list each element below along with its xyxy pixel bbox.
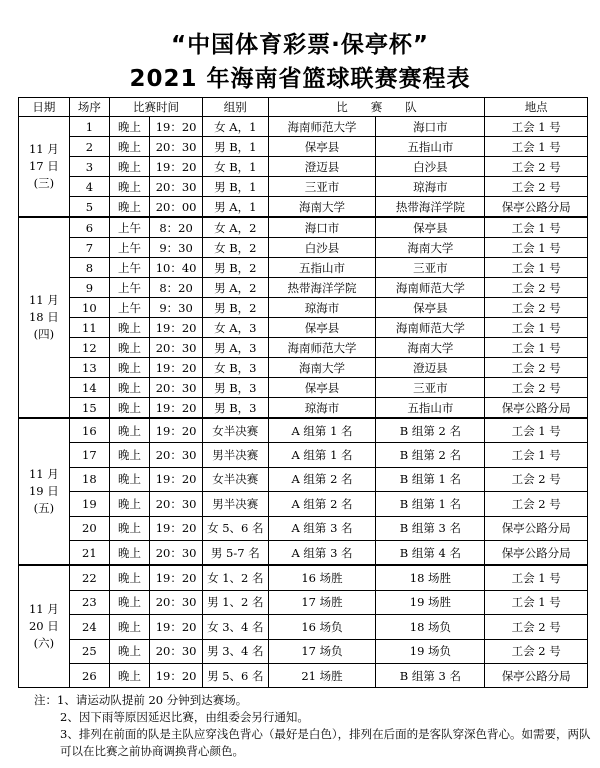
day-date-cell xyxy=(19,565,70,687)
table-row xyxy=(19,590,588,614)
session-cell: 晚上 xyxy=(109,663,149,687)
header-teams: 比 赛 队 xyxy=(268,98,485,117)
table-row xyxy=(19,663,588,687)
venue-cell: 工会 1 号 xyxy=(485,217,588,238)
date-line: 11 月 xyxy=(28,293,59,307)
home-team-cell: 海南大学 xyxy=(268,358,376,378)
session-cell: 晚上 xyxy=(109,358,149,378)
group-cell: 男 5、6 名 xyxy=(203,663,269,687)
away-team-cell: 海口市 xyxy=(376,117,485,137)
home-team-cell: A 组第 3 名 xyxy=(268,516,376,540)
group-cell: 男 B，3 xyxy=(203,378,269,398)
note-3: 3、排列在前面的队是主队应穿浅色背心（最好是白色），排列在后面的是客队穿深色背心。如需要，两队可以在比赛之前协商调换背心颜色。 xyxy=(60,727,591,758)
venue-cell: 工会 2 号 xyxy=(485,492,588,516)
venue-cell: 工会 2 号 xyxy=(485,639,588,663)
match-number-cell: 6 xyxy=(69,217,109,238)
start-time-cell: 19：20 xyxy=(150,117,203,137)
title-line-2: 2021 年海南省篮球联赛赛程表 xyxy=(129,66,471,92)
session-cell: 晚上 xyxy=(109,378,149,398)
schedule-body xyxy=(19,117,588,688)
start-time-cell: 10：40 xyxy=(150,258,203,278)
group-cell: 女 A，1 xyxy=(203,117,269,137)
group-cell: 女 5、6 名 xyxy=(203,516,269,540)
title-line-1: “中国体育彩票·保亭杯” xyxy=(171,32,429,58)
day-date-cell xyxy=(19,418,70,565)
date-line: (六) xyxy=(33,636,55,651)
table-row xyxy=(19,338,588,358)
group-cell: 男 A，2 xyxy=(203,278,269,298)
start-time-cell: 19：20 xyxy=(150,358,203,378)
group-cell: 女 B，2 xyxy=(203,238,269,258)
group-cell: 女 B，1 xyxy=(203,157,269,177)
session-cell: 晚上 xyxy=(109,398,149,419)
home-team-cell: 16 场负 xyxy=(268,615,376,639)
table-row xyxy=(19,197,588,218)
away-team-cell: 海南大学 xyxy=(376,238,485,258)
away-team-cell: 五指山市 xyxy=(376,398,485,419)
start-time-cell: 19：20 xyxy=(150,516,203,540)
start-time-cell: 19：20 xyxy=(150,565,203,590)
away-team-cell: 白沙县 xyxy=(376,157,485,177)
table-row xyxy=(19,318,588,338)
away-team-cell: 热带海洋学院 xyxy=(376,197,485,218)
home-team-cell: 保亭县 xyxy=(268,318,376,338)
session-cell: 上午 xyxy=(109,258,149,278)
away-team-cell: 海南大学 xyxy=(376,338,485,358)
table-row xyxy=(19,615,588,639)
start-time-cell: 8：20 xyxy=(150,217,203,238)
start-time-cell: 19：20 xyxy=(150,398,203,419)
venue-cell: 保亭公路分局 xyxy=(485,516,588,540)
venue-cell: 保亭公路分局 xyxy=(485,540,588,565)
away-team-cell: B 组第 4 名 xyxy=(376,540,485,565)
date-line: 11 月 xyxy=(28,602,59,617)
venue-cell: 工会 2 号 xyxy=(485,157,588,177)
venue-cell: 工会 1 号 xyxy=(485,137,588,157)
session-cell: 晚上 xyxy=(109,157,149,177)
home-team-cell: 海南大学 xyxy=(268,197,376,218)
match-number-cell: 24 xyxy=(69,615,109,639)
header-seq: 场序 xyxy=(69,98,109,117)
match-number-cell: 22 xyxy=(69,565,109,590)
home-team-cell: 白沙县 xyxy=(268,238,376,258)
home-team-cell: 保亭县 xyxy=(268,137,376,157)
venue-cell: 工会 2 号 xyxy=(485,278,588,298)
table-row xyxy=(19,565,588,590)
away-team-cell: 海南师范大学 xyxy=(376,278,485,298)
group-cell: 男 3、4 名 xyxy=(203,639,269,663)
match-number-cell: 10 xyxy=(69,298,109,318)
start-time-cell: 19：20 xyxy=(150,663,203,687)
table-row xyxy=(19,177,588,197)
home-team-cell: 热带海洋学院 xyxy=(268,278,376,298)
start-time-cell: 19：20 xyxy=(150,318,203,338)
schedule-table xyxy=(18,97,588,688)
table-row xyxy=(19,443,588,467)
start-time-cell: 8：20 xyxy=(150,278,203,298)
group-cell: 女 3、4 名 xyxy=(203,615,269,639)
home-team-cell: 17 场负 xyxy=(268,639,376,663)
group-cell: 男 B，1 xyxy=(203,137,269,157)
home-team-cell: 琼海市 xyxy=(268,298,376,318)
match-number-cell: 18 xyxy=(69,467,109,491)
date-line: 18 日 xyxy=(28,310,59,324)
start-time-cell: 20：00 xyxy=(150,197,203,218)
away-team-cell: B 组第 3 名 xyxy=(376,516,485,540)
venue-cell: 工会 1 号 xyxy=(485,258,588,278)
start-time-cell: 20：30 xyxy=(150,177,203,197)
away-team-cell: B 组第 1 名 xyxy=(376,492,485,516)
venue-cell: 工会 1 号 xyxy=(485,590,588,614)
venue-cell: 工会 2 号 xyxy=(485,467,588,491)
venue-cell: 工会 2 号 xyxy=(485,378,588,398)
match-number-cell: 14 xyxy=(69,378,109,398)
venue-cell: 保亭公路分局 xyxy=(485,197,588,218)
away-team-cell: 19 场胜 xyxy=(376,590,485,614)
match-number-cell: 19 xyxy=(69,492,109,516)
venue-cell: 工会 1 号 xyxy=(485,565,588,590)
venue-cell: 工会 2 号 xyxy=(485,177,588,197)
match-number-cell: 3 xyxy=(69,157,109,177)
start-time-cell: 20：30 xyxy=(150,338,203,358)
home-team-cell: 澄迈县 xyxy=(268,157,376,177)
table-row xyxy=(19,238,588,258)
start-time-cell: 20：30 xyxy=(150,590,203,614)
session-cell: 晚上 xyxy=(109,338,149,358)
away-team-cell: 澄迈县 xyxy=(376,358,485,378)
group-cell: 男半决赛 xyxy=(203,492,269,516)
session-cell: 上午 xyxy=(109,298,149,318)
away-team-cell: 五指山市 xyxy=(376,137,485,157)
date-line: 20 日 xyxy=(28,619,59,634)
session-cell: 晚上 xyxy=(109,418,149,443)
venue-cell: 工会 1 号 xyxy=(485,338,588,358)
session-cell: 晚上 xyxy=(109,117,149,137)
match-number-cell: 20 xyxy=(69,516,109,540)
table-row xyxy=(19,639,588,663)
table-row xyxy=(19,467,588,491)
session-cell: 晚上 xyxy=(109,177,149,197)
group-cell: 女 1、2 名 xyxy=(203,565,269,590)
table-row xyxy=(19,378,588,398)
group-cell: 女 B，3 xyxy=(203,358,269,378)
date-line: (五) xyxy=(33,501,55,516)
table-row xyxy=(19,358,588,378)
away-team-cell: B 组第 2 名 xyxy=(376,418,485,443)
away-team-cell: B 组第 3 名 xyxy=(376,663,485,687)
match-number-cell: 25 xyxy=(69,639,109,663)
group-cell: 男 5-7 名 xyxy=(203,540,269,565)
session-cell: 晚上 xyxy=(109,590,149,614)
table-row xyxy=(19,540,588,565)
start-time-cell: 20：30 xyxy=(150,540,203,565)
session-cell: 晚上 xyxy=(109,467,149,491)
session-cell: 晚上 xyxy=(109,516,149,540)
match-number-cell: 16 xyxy=(69,418,109,443)
table-row xyxy=(19,137,588,157)
date-line: (三) xyxy=(33,176,55,190)
match-number-cell: 8 xyxy=(69,258,109,278)
home-team-cell: A 组第 3 名 xyxy=(268,540,376,565)
group-cell: 男半决赛 xyxy=(203,443,269,467)
away-team-cell: 海南师范大学 xyxy=(376,318,485,338)
table-row xyxy=(19,217,588,238)
header-time: 比赛时间 xyxy=(109,98,202,117)
home-team-cell: 琼海市 xyxy=(268,398,376,419)
session-cell: 晚上 xyxy=(109,137,149,157)
venue-cell: 工会 2 号 xyxy=(485,615,588,639)
home-team-cell: 17 场胜 xyxy=(268,590,376,614)
home-team-cell: 海南师范大学 xyxy=(268,117,376,137)
away-team-cell: 琼海市 xyxy=(376,177,485,197)
start-time-cell: 20：30 xyxy=(150,378,203,398)
home-team-cell: 海口市 xyxy=(268,217,376,238)
group-cell: 女半决赛 xyxy=(203,418,269,443)
group-cell: 男 B，2 xyxy=(203,258,269,278)
match-number-cell: 11 xyxy=(69,318,109,338)
away-team-cell: 三亚市 xyxy=(376,258,485,278)
day-date-cell xyxy=(19,117,70,218)
table-row xyxy=(19,298,588,318)
away-team-cell: 保亭县 xyxy=(376,217,485,238)
venue-cell: 工会 2 号 xyxy=(485,298,588,318)
match-number-cell: 1 xyxy=(69,117,109,137)
start-time-cell: 20：30 xyxy=(150,443,203,467)
group-cell: 男 B，3 xyxy=(203,398,269,419)
group-cell: 女 A，2 xyxy=(203,217,269,238)
note-1: 注：1、请运动队提前 20 分钟到达赛场。 xyxy=(34,693,248,707)
table-row xyxy=(19,516,588,540)
group-cell: 女 A，3 xyxy=(203,318,269,338)
session-cell: 晚上 xyxy=(109,492,149,516)
venue-cell: 保亭公路分局 xyxy=(485,663,588,687)
session-cell: 晚上 xyxy=(109,639,149,663)
home-team-cell: A 组第 2 名 xyxy=(268,492,376,516)
home-team-cell: 16 场胜 xyxy=(268,565,376,590)
match-number-cell: 23 xyxy=(69,590,109,614)
group-cell: 男 B，2 xyxy=(203,298,269,318)
session-cell: 上午 xyxy=(109,238,149,258)
date-line: 11 月 xyxy=(28,467,59,482)
venue-cell: 保亭公路分局 xyxy=(485,398,588,419)
home-team-cell: A 组第 1 名 xyxy=(268,443,376,467)
table-row xyxy=(19,117,588,137)
note-2: 2、因下雨等原因延迟比赛，由组委会另行通知。 xyxy=(60,710,309,724)
start-time-cell: 19：20 xyxy=(150,467,203,491)
venue-cell: 工会 1 号 xyxy=(485,318,588,338)
header-date: 日期 xyxy=(19,98,70,117)
match-number-cell: 26 xyxy=(69,663,109,687)
table-row xyxy=(19,157,588,177)
venue-cell: 工会 1 号 xyxy=(485,418,588,443)
group-cell: 男 B，1 xyxy=(203,177,269,197)
header-venue: 地点 xyxy=(485,98,588,117)
session-cell: 晚上 xyxy=(109,197,149,218)
match-number-cell: 5 xyxy=(69,197,109,218)
home-team-cell: 21 场胜 xyxy=(268,663,376,687)
match-number-cell: 13 xyxy=(69,358,109,378)
match-number-cell: 2 xyxy=(69,137,109,157)
start-time-cell: 20：30 xyxy=(150,639,203,663)
date-line: 17 日 xyxy=(28,159,59,173)
match-number-cell: 17 xyxy=(69,443,109,467)
match-number-cell: 7 xyxy=(69,238,109,258)
table-row xyxy=(19,258,588,278)
table-row xyxy=(19,398,588,419)
session-cell: 上午 xyxy=(109,217,149,238)
start-time-cell: 9：30 xyxy=(150,238,203,258)
match-number-cell: 12 xyxy=(69,338,109,358)
home-team-cell: 海南师范大学 xyxy=(268,338,376,358)
date-line: 11 月 xyxy=(28,142,59,156)
match-number-cell: 21 xyxy=(69,540,109,565)
table-row xyxy=(19,492,588,516)
notes-section xyxy=(34,692,594,760)
start-time-cell: 19：20 xyxy=(150,157,203,177)
home-team-cell: 保亭县 xyxy=(268,378,376,398)
session-cell: 晚上 xyxy=(109,318,149,338)
start-time-cell: 9：30 xyxy=(150,298,203,318)
table-row xyxy=(19,418,588,443)
match-number-cell: 9 xyxy=(69,278,109,298)
table-header-row xyxy=(19,98,588,117)
day-date-cell xyxy=(19,217,70,418)
start-time-cell: 20：30 xyxy=(150,137,203,157)
home-team-cell: 三亚市 xyxy=(268,177,376,197)
session-cell: 晚上 xyxy=(109,615,149,639)
away-team-cell: 19 场负 xyxy=(376,639,485,663)
session-cell: 晚上 xyxy=(109,565,149,590)
start-time-cell: 19：20 xyxy=(150,418,203,443)
home-team-cell: A 组第 1 名 xyxy=(268,418,376,443)
venue-cell: 工会 1 号 xyxy=(485,443,588,467)
venue-cell: 工会 1 号 xyxy=(485,238,588,258)
session-cell: 晚上 xyxy=(109,540,149,565)
away-team-cell: B 组第 2 名 xyxy=(376,443,485,467)
group-cell: 女半决赛 xyxy=(203,467,269,491)
group-cell: 男 A，3 xyxy=(203,338,269,358)
header-group: 组别 xyxy=(203,98,269,117)
away-team-cell: 18 场胜 xyxy=(376,565,485,590)
session-cell: 上午 xyxy=(109,278,149,298)
away-team-cell: 三亚市 xyxy=(376,378,485,398)
away-team-cell: 保亭县 xyxy=(376,298,485,318)
away-team-cell: B 组第 1 名 xyxy=(376,467,485,491)
table-row xyxy=(19,278,588,298)
match-number-cell: 4 xyxy=(69,177,109,197)
start-time-cell: 20：30 xyxy=(150,492,203,516)
group-cell: 男 A，1 xyxy=(203,197,269,218)
date-line: 19 日 xyxy=(28,484,59,499)
home-team-cell: A 组第 2 名 xyxy=(268,467,376,491)
match-number-cell: 15 xyxy=(69,398,109,419)
session-cell: 晚上 xyxy=(109,443,149,467)
venue-cell: 工会 2 号 xyxy=(485,358,588,378)
venue-cell: 工会 1 号 xyxy=(485,117,588,137)
home-team-cell: 五指山市 xyxy=(268,258,376,278)
date-line: (四) xyxy=(33,327,55,341)
group-cell: 男 1、2 名 xyxy=(203,590,269,614)
away-team-cell: 18 场负 xyxy=(376,615,485,639)
start-time-cell: 19：20 xyxy=(150,615,203,639)
